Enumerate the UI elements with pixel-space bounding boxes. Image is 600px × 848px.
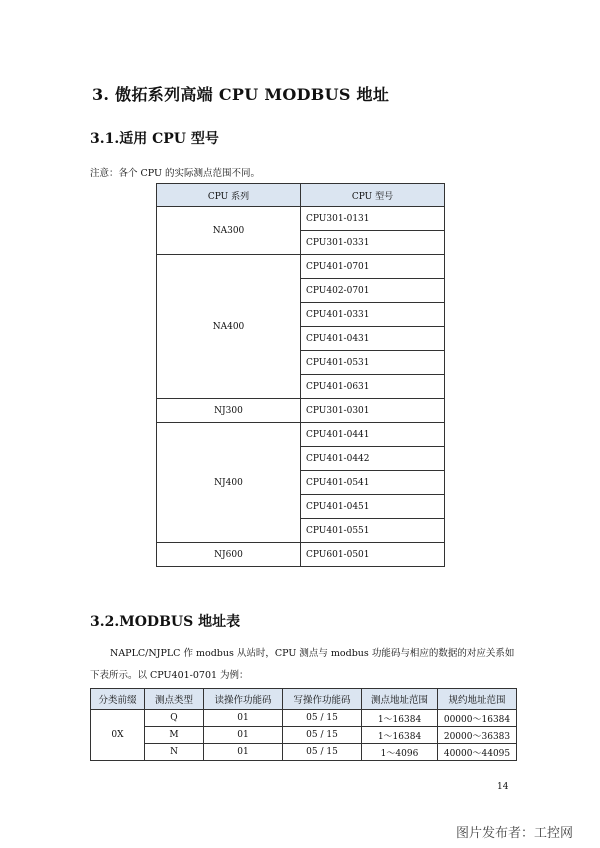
section-heading-cpu-models: 3.1.适用 CPU 型号 xyxy=(90,131,219,147)
column-header-protocol-range: 规约地址范围 xyxy=(438,689,517,710)
model-cell: CPU601-0501 xyxy=(301,543,445,567)
series-cell: NJ600 xyxy=(157,543,301,567)
table-row xyxy=(157,399,445,423)
protocol-range-cell: 40000～44095 xyxy=(438,744,517,761)
paragraph-line-2: 下表所示。以 CPU401-0701 为例： xyxy=(90,670,249,681)
model-cell: CPU401-0551 xyxy=(301,519,445,543)
read-code-cell: 01 xyxy=(204,710,283,727)
column-header-write-code: 写操作功能码 xyxy=(283,689,362,710)
model-cell: CPU401-0531 xyxy=(301,351,445,375)
table-row xyxy=(91,727,517,744)
protocol-range-cell: 00000～16384 xyxy=(438,710,517,727)
model-cell: CPU401-0701 xyxy=(301,255,445,279)
model-cell: CPU401-0441 xyxy=(301,423,445,447)
read-code-cell: 01 xyxy=(204,727,283,744)
watermark-text: 图片发布者：工控网 xyxy=(456,826,574,841)
column-header-series: CPU 系列 xyxy=(157,184,301,207)
column-header-prefix: 分类前缀 xyxy=(91,689,145,710)
point-range-cell: 1～16384 xyxy=(362,710,438,727)
column-header-model: CPU 型号 xyxy=(301,184,445,207)
section-heading-modbus-table: 3.2.MODBUS 地址表 xyxy=(90,614,241,630)
model-cell: CPU301-0331 xyxy=(301,231,445,255)
read-code-cell: 01 xyxy=(204,744,283,761)
table-row xyxy=(157,543,445,567)
table-header-row xyxy=(91,689,517,710)
write-code-cell: 05 / 15 xyxy=(283,710,362,727)
point-type-cell: M xyxy=(145,727,204,744)
point-range-cell: 1～16384 xyxy=(362,727,438,744)
main-heading: 3. 傲拓系列高端 CPU MODBUS 地址 xyxy=(92,85,390,104)
protocol-range-cell: 20000～36383 xyxy=(438,727,517,744)
page-number: 14 xyxy=(497,782,509,792)
series-cell: NA400 xyxy=(157,255,301,399)
series-cell: NJ300 xyxy=(157,399,301,423)
model-cell: CPU402-0701 xyxy=(301,279,445,303)
table-header-row xyxy=(157,184,445,207)
model-cell: CPU301-0301 xyxy=(301,399,445,423)
point-type-cell: Q xyxy=(145,710,204,727)
model-cell: CPU401-0541 xyxy=(301,471,445,495)
paragraph-line-1: NAPLC/NJPLC 作 modbus 从站时，CPU 测点与 modbus 功能码与相应的数据的对应关系如 xyxy=(110,648,515,659)
table-row xyxy=(157,255,445,279)
series-cell: NA300 xyxy=(157,207,301,255)
model-cell: CPU401-0431 xyxy=(301,327,445,351)
model-cell: CPU401-0631 xyxy=(301,375,445,399)
series-cell: NJ400 xyxy=(157,423,301,543)
table-row xyxy=(157,207,445,231)
model-cell: CPU401-0331 xyxy=(301,303,445,327)
table-row xyxy=(157,423,445,447)
model-cell: CPU401-0442 xyxy=(301,447,445,471)
model-cell: CPU401-0451 xyxy=(301,495,445,519)
column-header-point-type: 测点类型 xyxy=(145,689,204,710)
write-code-cell: 05 / 15 xyxy=(283,744,362,761)
column-header-point-range: 测点地址范围 xyxy=(362,689,438,710)
cpu-model-table xyxy=(156,183,445,567)
point-type-cell: N xyxy=(145,744,204,761)
point-range-cell: 1～4096 xyxy=(362,744,438,761)
prefix-cell: 0X xyxy=(91,710,145,761)
write-code-cell: 05 / 15 xyxy=(283,727,362,744)
modbus-address-table xyxy=(90,688,517,761)
table-row xyxy=(91,710,517,727)
table-row xyxy=(91,744,517,761)
model-cell: CPU301-0131 xyxy=(301,207,445,231)
note-text: 注意：各个 CPU 的实际测点范围不同。 xyxy=(90,168,261,179)
column-header-read-code: 读操作功能码 xyxy=(204,689,283,710)
